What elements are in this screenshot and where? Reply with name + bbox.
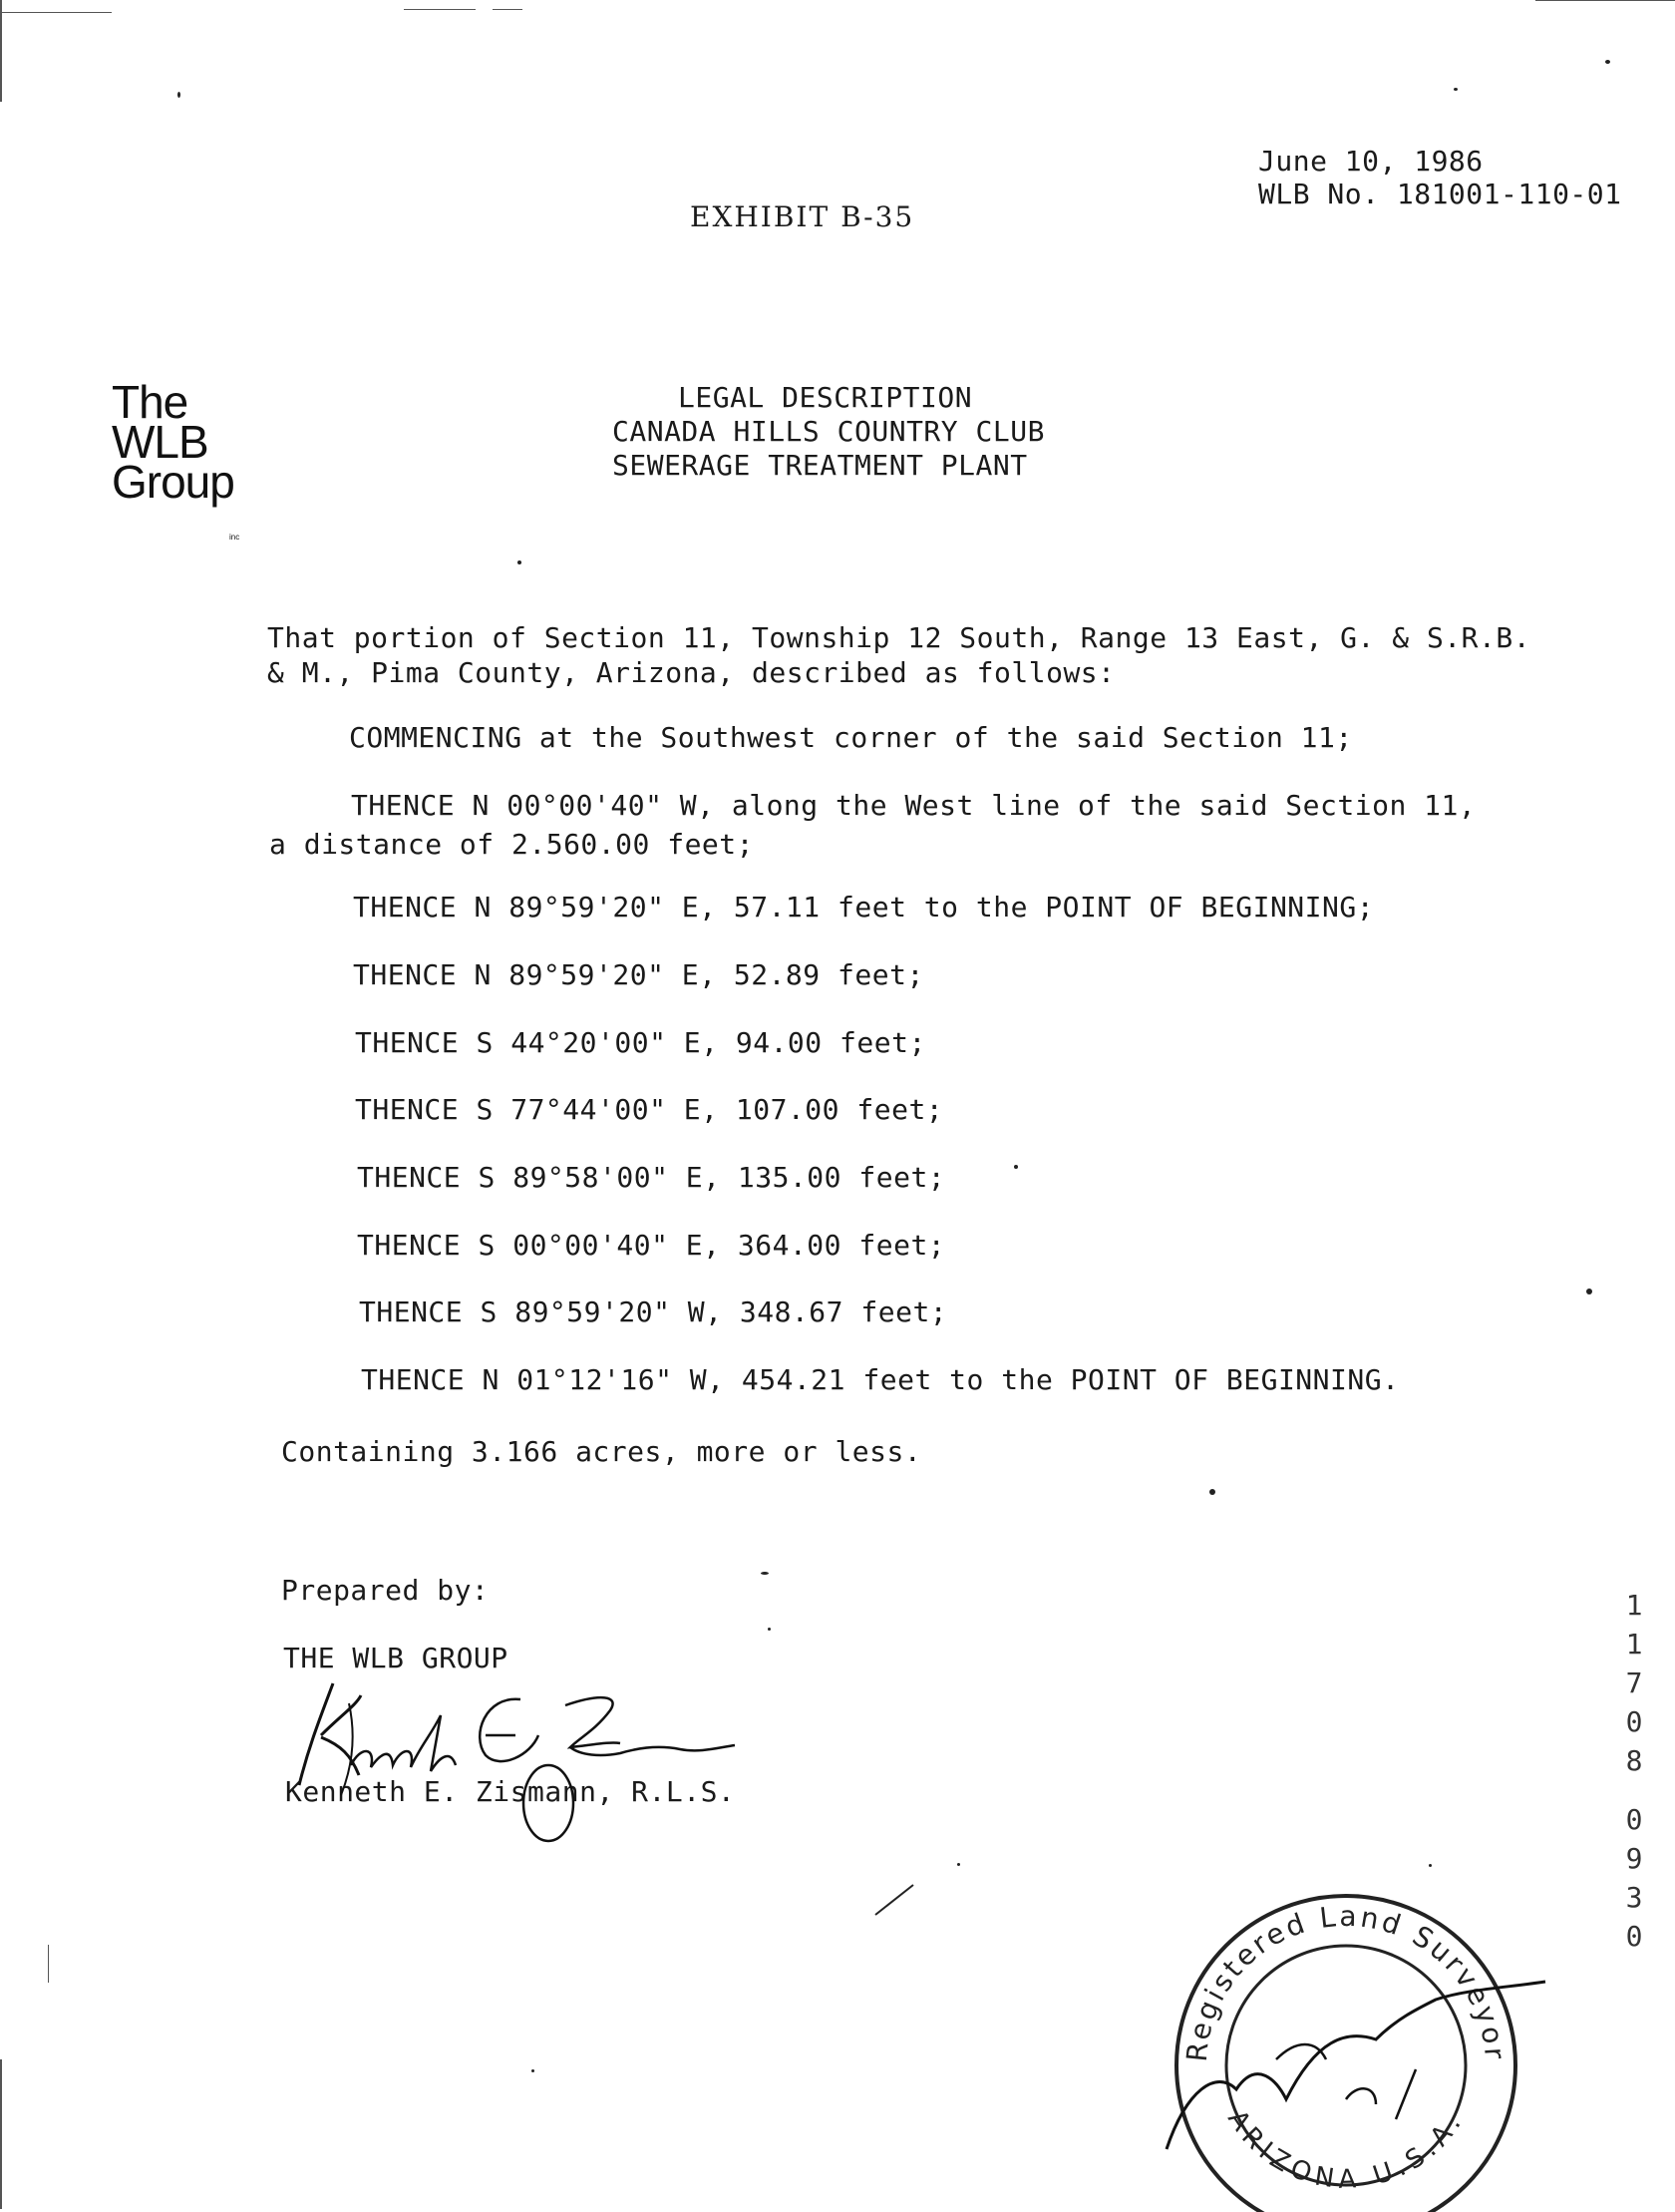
course-line: THENCE S 77°44'00" E, 107.00 feet; bbox=[355, 1093, 944, 1126]
logo-line-wlb: WLB bbox=[112, 416, 208, 468]
course-line: THENCE N 89°59'20" E, 52.89 feet; bbox=[353, 958, 924, 991]
commencing-line: COMMENCING at the Southwest corner of the said Section 11; bbox=[349, 721, 1353, 754]
title-legal-description: LEGAL DESCRIPTION bbox=[678, 381, 973, 414]
course-line: THENCE S 89°59'20" W, 348.67 feet; bbox=[359, 1295, 948, 1328]
preparer-name: Kenneth E. Zismann, R.L.S. bbox=[285, 1775, 736, 1808]
handwritten-signature bbox=[281, 1675, 740, 1845]
document-date: June 10, 1986 bbox=[1258, 145, 1484, 178]
vertical-stamp-number bbox=[1623, 1586, 1645, 1956]
stamp-digit: 1 bbox=[1625, 1589, 1643, 1622]
logo-line-the: The bbox=[112, 376, 188, 428]
course-line: THENCE S 00°00'40" E, 364.00 feet; bbox=[357, 1229, 946, 1262]
course-line: THENCE N 89°59'20" E, 57.11 feet to the POINT OF BEGINNING; bbox=[353, 891, 1375, 923]
exhibit-label: EXHIBIT B-35 bbox=[690, 200, 915, 233]
svg-text:ARIZONA U.S.A.: ARIZONA U.S.A. bbox=[1221, 2104, 1471, 2195]
course-line: THENCE S 89°58'00" E, 135.00 feet; bbox=[357, 1161, 946, 1194]
course-line: THENCE N 01°12'16" W, 454.21 feet to the POINT OF BEGINNING. bbox=[361, 1363, 1400, 1396]
logo-suffix: inc bbox=[229, 533, 240, 542]
stamp-digit: 0 bbox=[1625, 1705, 1643, 1738]
intro-line-1: That portion of Section 11, Township 12 South, Range 13 East, G. & S.R.B. bbox=[267, 621, 1531, 654]
wlb-group-logo bbox=[112, 376, 240, 542]
title-plant-name: SEWERAGE TREATMENT PLANT bbox=[612, 449, 1028, 482]
stamp-digit: 1 bbox=[1625, 1628, 1643, 1660]
prepared-company: THE WLB GROUP bbox=[283, 1642, 508, 1674]
stamp-digit: 7 bbox=[1625, 1666, 1643, 1699]
stamp-digit: 3 bbox=[1625, 1881, 1643, 1914]
stamp-digit: 0 bbox=[1625, 1803, 1643, 1836]
surveyor-seal-stamp bbox=[1147, 1890, 1565, 2212]
logo-line-group: Group bbox=[112, 456, 234, 508]
stamp-digit: 0 bbox=[1625, 1920, 1643, 1953]
stamp-digit: 9 bbox=[1625, 1842, 1643, 1875]
acreage-line: Containing 3.166 acres, more or less. bbox=[281, 1435, 922, 1468]
prepared-by-label: Prepared by: bbox=[281, 1574, 490, 1607]
stray-pen-mark bbox=[873, 1881, 917, 1917]
course-line: THENCE S 44°20'00" E, 94.00 feet; bbox=[355, 1026, 926, 1059]
svg-text:Registered Land Surveyor: Registered Land Surveyor bbox=[1179, 1899, 1512, 2063]
thence-west-line: THENCE N 00°00'40" W, along the West line of the said Section 11, bbox=[351, 789, 1477, 822]
stamp-digit: 8 bbox=[1625, 1744, 1643, 1777]
intro-line-2: & M., Pima County, Arizona, described as follows: bbox=[267, 656, 1116, 689]
title-project-name: CANADA HILLS COUNTRY CLUB bbox=[612, 415, 1045, 448]
wlb-job-number: WLB No. 181001-110-01 bbox=[1258, 178, 1622, 210]
thence-west-distance: a distance of 2.560.00 feet; bbox=[269, 828, 755, 861]
